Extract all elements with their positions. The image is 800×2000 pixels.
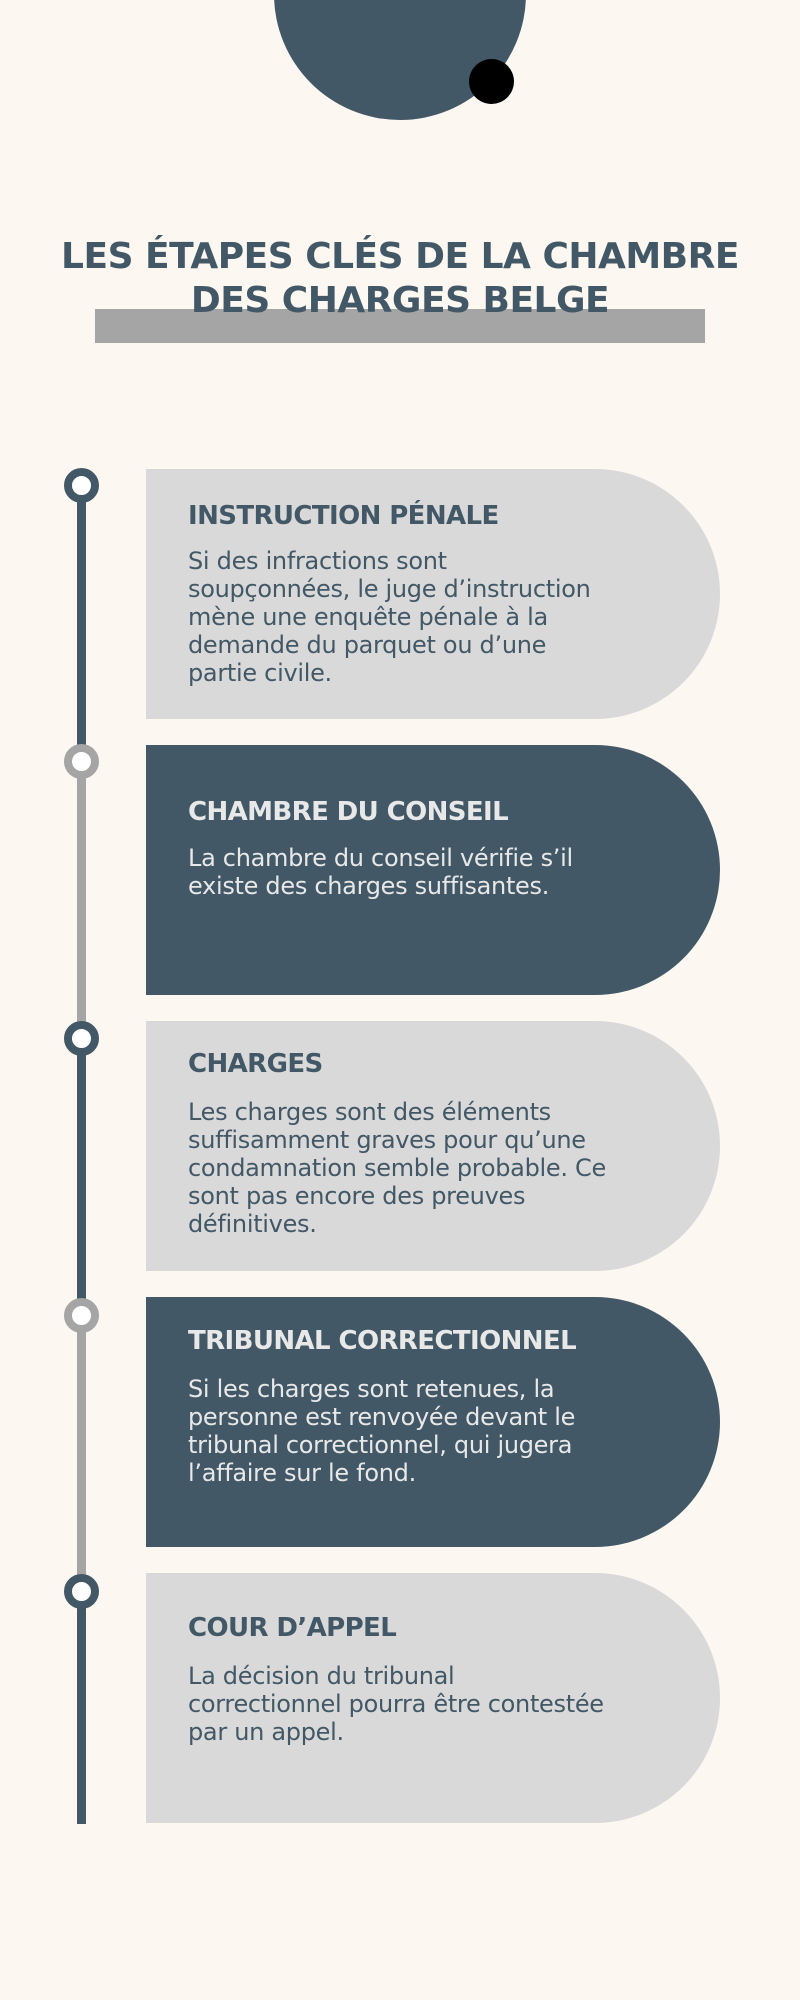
step-title: CHAMBRE DU CONSEIL [188,797,509,827]
step-text: La décision du tribunal correctionnel pourra être contestée par un appel. [188,1662,604,1746]
step-title: COUR D’APPEL [188,1613,397,1643]
decorative-dot [469,59,514,104]
step-text: Si des infractions sont soupçonnées, le juge d’instruction mène une enquête pénale à la demande du parquet ou d’une partie civile. [188,547,591,687]
page-title: LES ÉTAPES CLÉS DE LA CHAMBRE DES CHARGES BELGE [61,236,739,321]
step-title: TRIBUNAL CORRECTIONNEL [188,1326,577,1356]
timeline-node [64,744,99,779]
step-card-instruction-penale [146,469,720,719]
timeline-segment [77,483,86,759]
step-card-chambre-du-conseil [146,745,720,995]
timeline-node [64,1574,99,1609]
step-card-cour-d-appel [146,1573,720,1823]
step-text: Si les charges sont retenues, la personne est renvoyée devant le tribunal correctionnel, qui jugera l’affaire sur le fond. [188,1375,576,1487]
step-text: La chambre du conseil vérifie s’il existe des charges suffisantes. [188,844,573,900]
step-card-charges [146,1021,720,1271]
step-text: Les charges sont des éléments suffisamment graves pour qu’une condamnation semble probable. Ce sont pas encore des preuves définitives. [188,1098,606,1238]
timeline-segment [77,1036,86,1313]
timeline-segment [77,759,86,1036]
timeline-segment [77,1589,86,1824]
timeline-node [64,468,99,503]
step-title: CHARGES [188,1049,323,1079]
timeline-node [64,1021,99,1056]
step-title: INSTRUCTION PÉNALE [188,501,499,531]
timeline-segment [77,1313,86,1589]
timeline-node [64,1298,99,1333]
step-card-tribunal-correctionnel [146,1297,720,1547]
